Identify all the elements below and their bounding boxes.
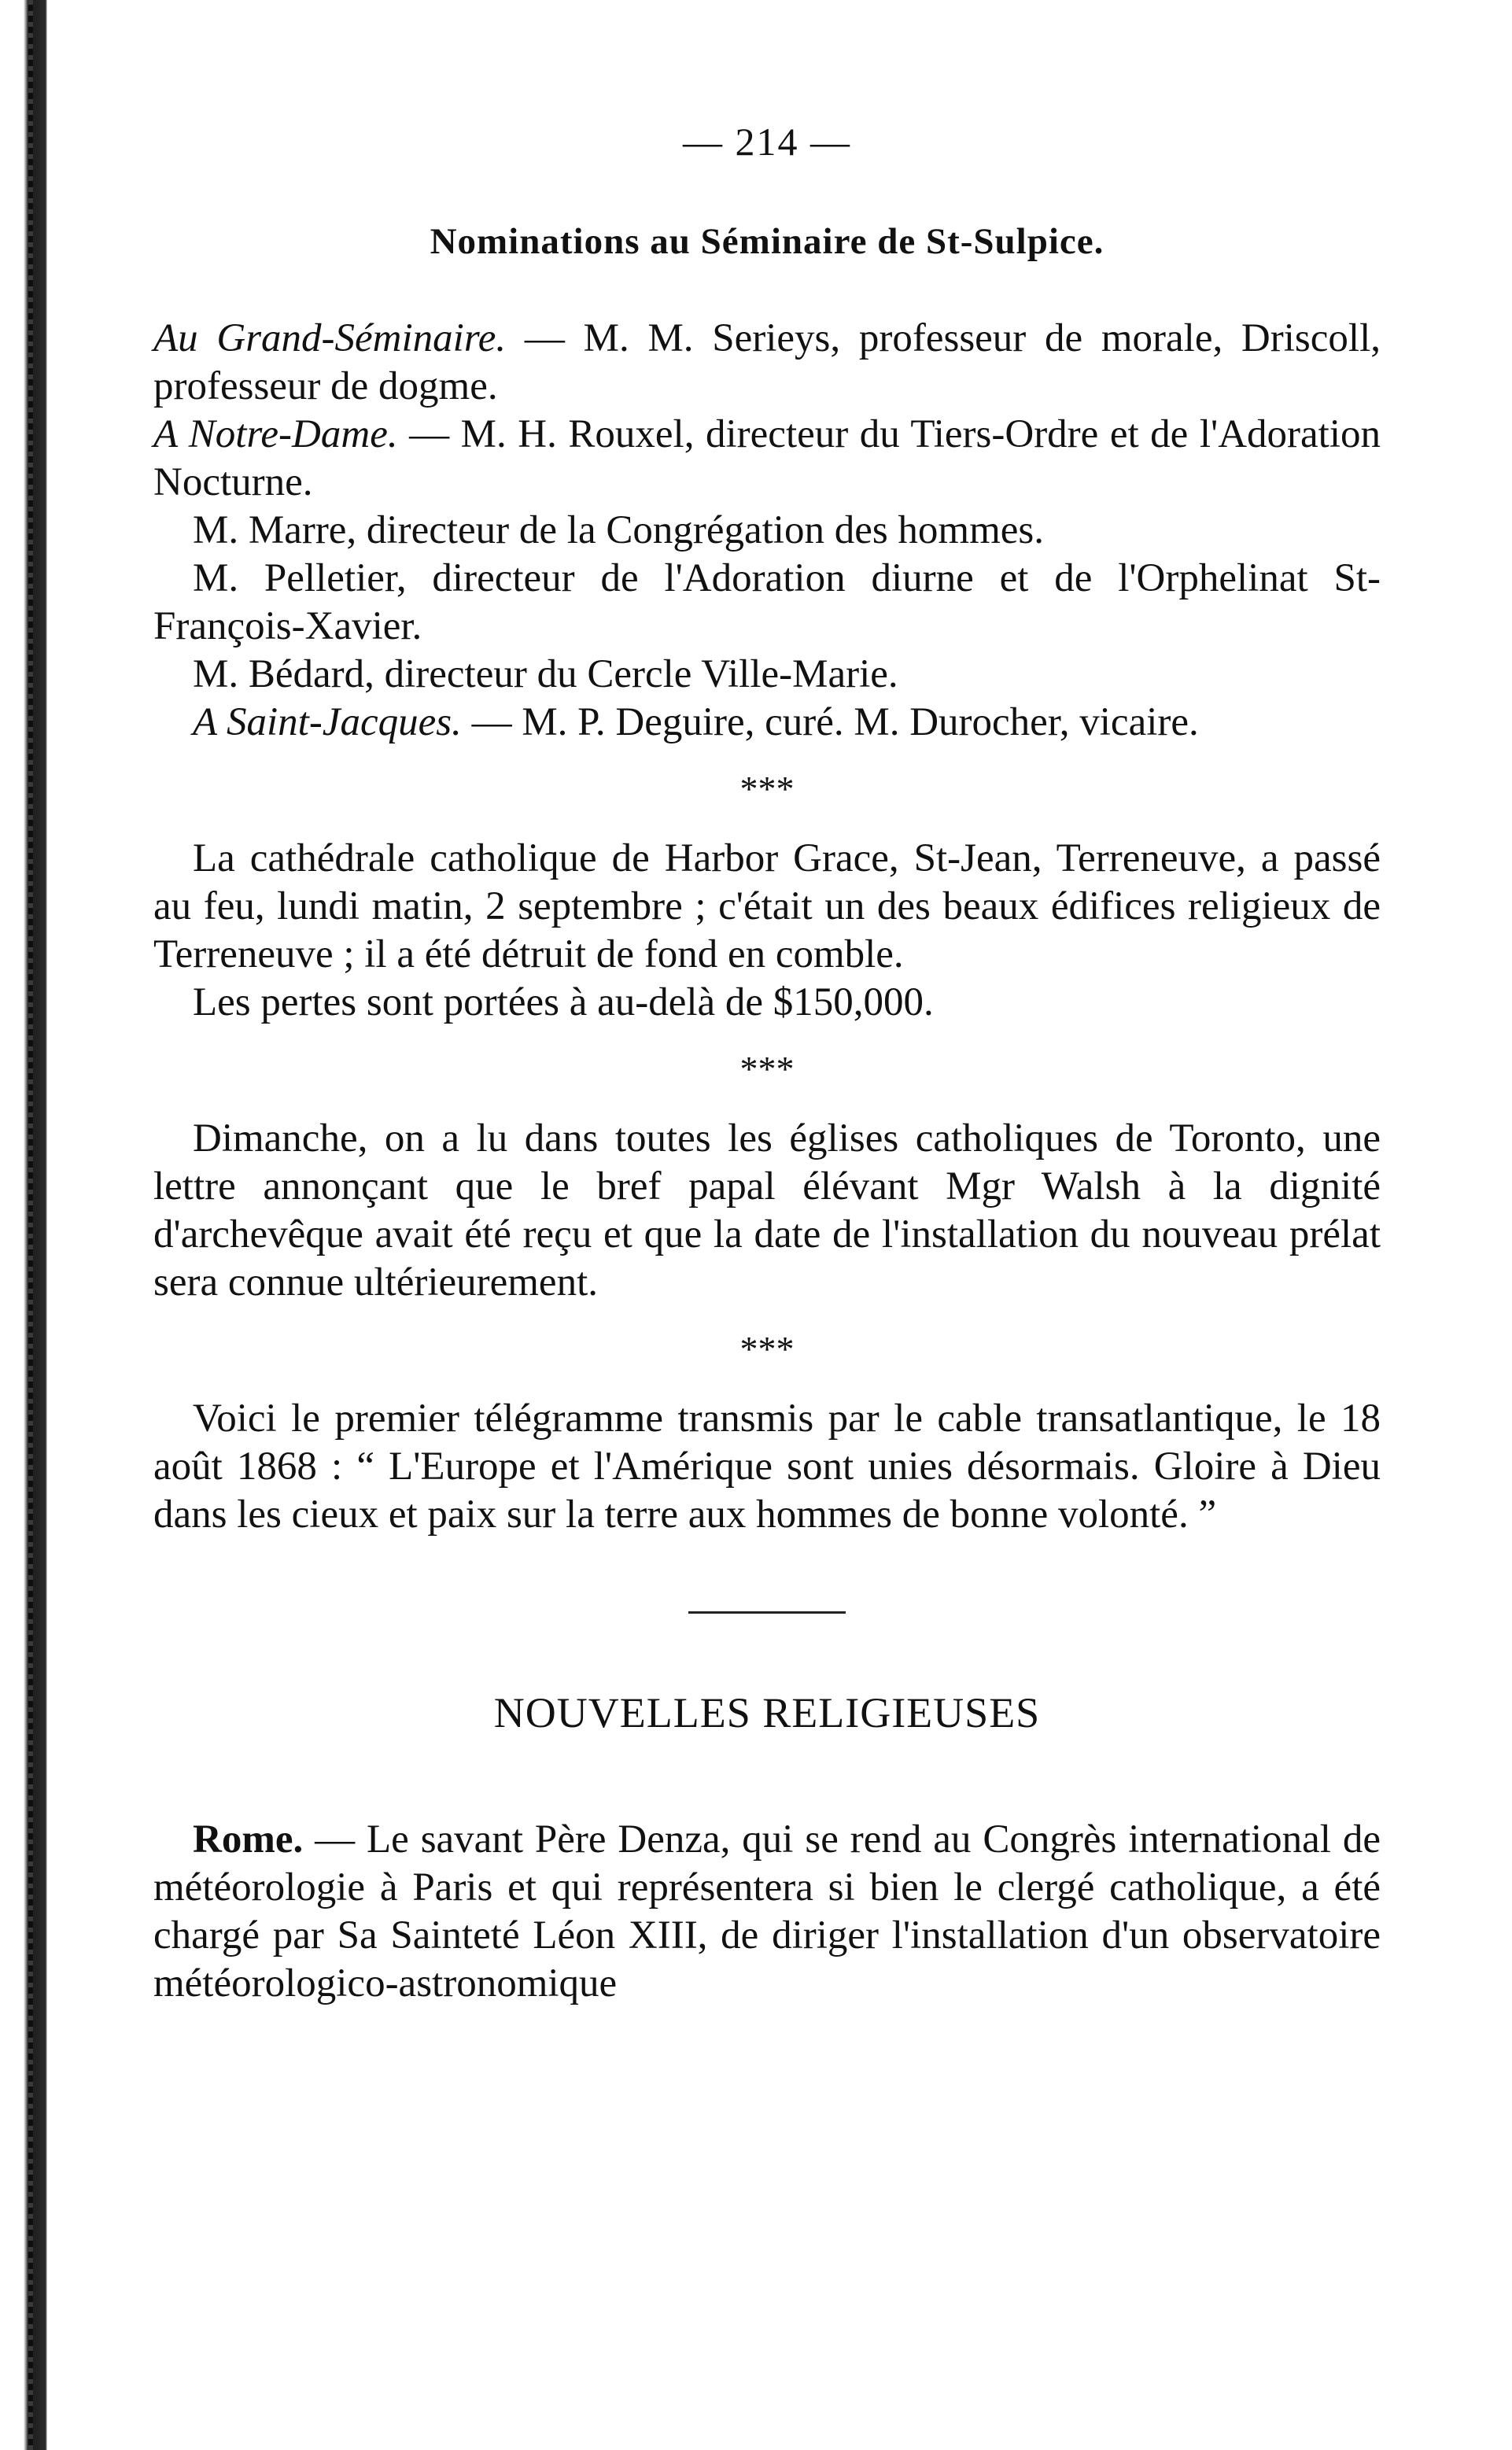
paragraph-rome <box>153 1816 1381 2008</box>
paragraph-harbor-grace: La cathédrale catholique de Harbor Grace, St-Jean, Terreneuve, a passé au feu, lundi matin, 2 septembre ; c'était un des beaux édifices religieux de Terreneuve ; il a été détruit de fond en comble. <box>153 836 1381 976</box>
rome-lead: Rome. <box>193 1817 304 1861</box>
nomination-text: — M. H. Rouxel, directeur du Tiers-Ordre et de l'Adoration Nocturne. <box>153 412 1381 504</box>
nomination-text: M. Bédard, directeur du Cercle Ville-Marie. <box>193 652 898 696</box>
nomination-line <box>153 411 1381 507</box>
nomination-lead: Au Grand-Séminaire. <box>153 316 507 360</box>
nomination-text: M. Marre, directeur de la Congrégation des hommes. <box>193 508 1045 552</box>
nomination-lead: A Saint-Jacques. <box>193 700 462 744</box>
nomination-line <box>153 651 1381 699</box>
nomination-lead: A Notre-Dame. <box>153 412 398 456</box>
asterism-separator: *** <box>739 1049 795 1089</box>
asterism-separator: *** <box>739 769 795 809</box>
paragraph-telegram: Voici le premier télégramme transmis par le cable transatlantique, le 18 août 1868 : “ L'Europe et l'Amérique sont unies désormais. Gloire à Dieu dans les cieux et paix sur la terre aux hommes de bonne volonté. ” <box>153 1397 1381 1537</box>
paragraph-toronto: Dimanche, on a lu dans toutes les églises catholiques de Toronto, une lettre annonçant que le bref papal élévant Mgr Walsh à la dignité d'archevêque avait été reçu et que la date de l'installation du nouveau prélat sera connue ultérieurement. <box>153 1116 1381 1304</box>
page-content <box>153 118 1381 2008</box>
section-heading-nouvelles-religieuses: NOUVELLES RELIGIEUSES <box>493 1689 1041 1736</box>
nomination-line <box>153 315 1381 411</box>
nomination-text: — M. P. Deguire, curé. M. Durocher, vicaire. <box>461 700 1199 744</box>
section-heading-st-sulpice: Nominations au Séminaire de St-Sulpice. <box>430 221 1104 262</box>
nomination-line <box>153 699 1381 747</box>
book-binding-edge <box>0 0 47 2450</box>
paragraph-losses: Les pertes sont portées à au-delà de $150,000. <box>193 980 934 1024</box>
nomination-line <box>153 507 1381 555</box>
section-divider-rule <box>688 1611 846 1614</box>
rome-text: — Le savant Père Denza, qui se rend au Congrès international de météorologie à Paris et qui représentera si bien le clergé catholique, a été chargé par Sa Sainteté Léon XIII, de diriger l'installation d'un observatoire météorologico-astronomique <box>153 1817 1381 2005</box>
page-number: — 214 — <box>683 120 851 164</box>
nomination-text: M. Pelletier, directeur de l'Adoration diurne et de l'Orphelinat St-François-Xavier. <box>153 556 1381 648</box>
nomination-line <box>153 555 1381 651</box>
asterism-separator: *** <box>739 1329 795 1369</box>
nominations-list <box>153 315 1381 747</box>
nomination-text: — M. M. Serieys, professeur de morale, Driscoll, professeur de dogme. <box>153 316 1381 408</box>
